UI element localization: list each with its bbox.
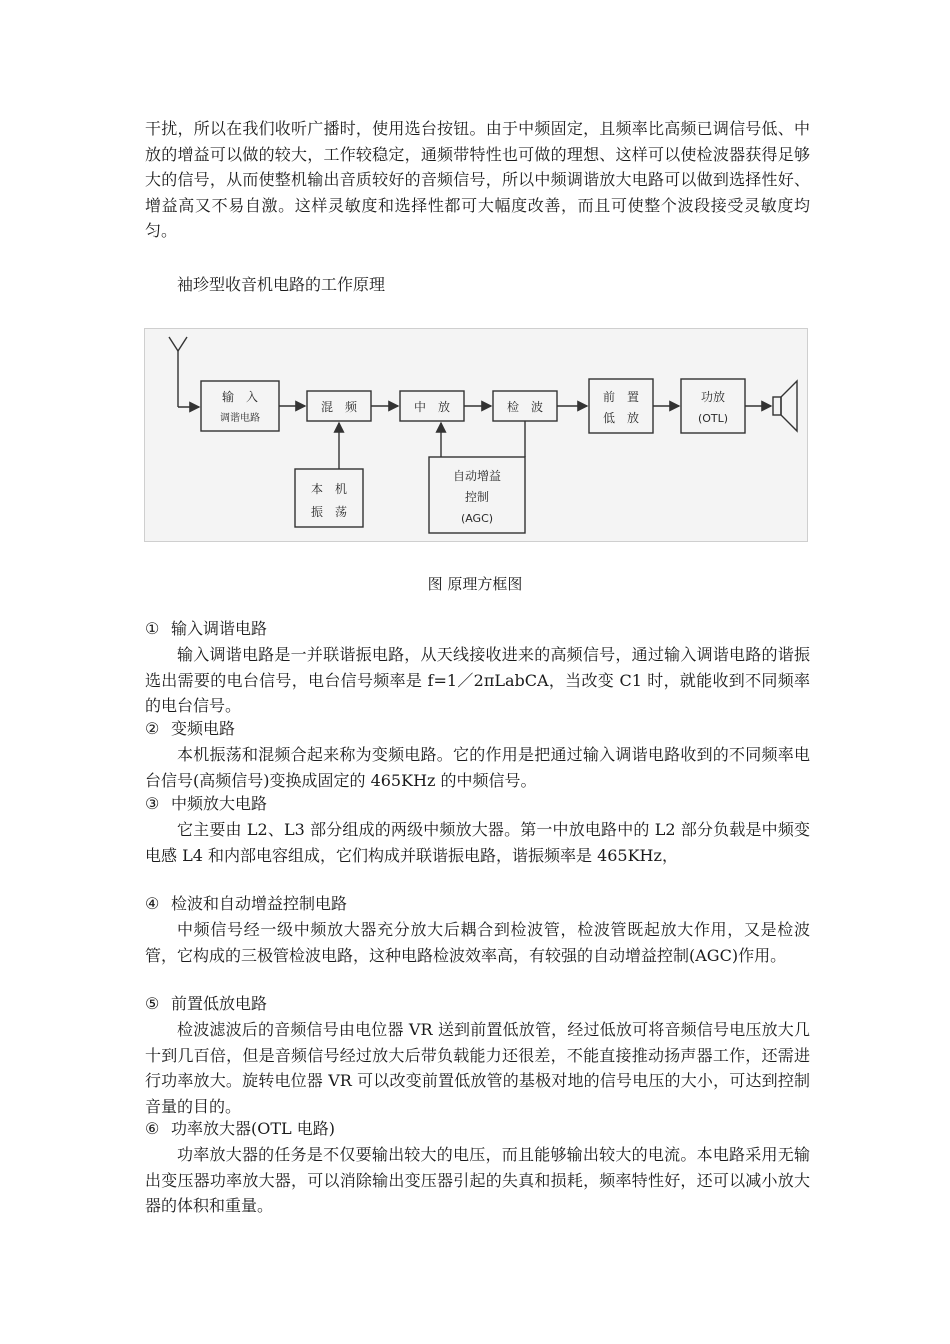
section-5-heading — [145, 993, 267, 1015]
section-3-body: 它主要由 L2、L3 部分组成的两级中频放大器。第一中放电路中的 L2 部分负载是中频变电感 L4 和内部电容组成，它们构成并联谐振电路，谐振频率是 465KHz， — [145, 820, 810, 865]
block-diagram — [145, 329, 809, 543]
detector-block-label: 检 波 — [506, 400, 544, 414]
section-5-body: 检波滤波后的音频信号由电位器 VR 送到前置低放管，经过低放可将音频信号电压放大几十到几百倍，但是音频信号经过放大后带负载能力还很差，不能直接推动扬声器工作，还需进行功率放大。旋转电位器 VR 可以改变前置低放管的基极对地的信号电压的大小，可达到控制音量的目的。 — [145, 1020, 810, 1116]
local-osc-label-2: 振 荡 — [310, 505, 348, 519]
section-3-number: ③ — [145, 794, 160, 813]
input-block-label-1: 输 入 — [221, 390, 259, 404]
section-2-body: 本机振荡和混频合起来称为变频电路。它的作用是把通过输入调谐电路收到的不同频率电台信号(高频信号)变换成固定的 465KHz 的中频信号。 — [145, 745, 810, 790]
speaker-icon — [773, 381, 797, 431]
if-amp-block-label: 中 放 — [413, 400, 451, 414]
local-osc-label-1: 本 机 — [310, 482, 348, 496]
section-1-title: 输入调谐电路 — [171, 619, 268, 638]
block-diagram-figure — [144, 328, 808, 542]
agc-label-2: 控制 — [464, 490, 490, 504]
section-1-body: 输入调谐电路是一并联谐振电路，从天线接收进来的高频信号，通过输入调谐电路的谐振选出需要的电台信号，电台信号频率是 f=1／2πLabCA，当改变 C1 时，就能收到不同频率的电台信号。 — [145, 645, 810, 715]
section-3-title: 中频放大电路 — [171, 794, 268, 813]
section-4-body: 中频信号经一级中频放大器充分放大后耦合到检波管，检波管既起放大作用，又是检波管，它构成的三极管检波电路，这种电路检波效率高，有较强的自动增益控制(AGC)作用。 — [145, 920, 810, 965]
antenna-icon — [169, 337, 199, 407]
power-amp-block-label-2: (OTL) — [697, 412, 729, 425]
section-5-title: 前置低放电路 — [171, 994, 268, 1013]
section-3-heading — [145, 793, 267, 815]
input-block-label-2: 调谐电路 — [220, 413, 260, 424]
section-4-heading — [145, 893, 347, 915]
section-6-title: 功率放大器(OTL 电路) — [171, 1119, 335, 1138]
section-6-number: ⑥ — [145, 1119, 160, 1138]
section-4-number: ④ — [145, 894, 160, 913]
preamp-block-label-1: 前 置 — [602, 390, 640, 404]
mixer-block-label: 混 频 — [320, 400, 358, 414]
figure-caption: 图 原理方框图 — [427, 575, 523, 593]
agc-label-1: 自动增益 — [452, 469, 502, 483]
section-subtitle: 袖珍型收音机电路的工作原理 — [177, 275, 386, 294]
section-4-title: 检波和自动增益控制电路 — [171, 894, 348, 913]
section-2-heading — [145, 718, 235, 740]
preamp-block-label-2: 低 放 — [602, 411, 640, 425]
section-1-heading — [145, 618, 267, 640]
section-1-number: ① — [145, 619, 160, 638]
section-2-number: ② — [145, 719, 160, 738]
section-6-body: 功率放大器的任务是不仅要输出较大的电压，而且能够输出较大的电流。本电路采用无输出变压器功率放大器，可以消除输出变压器引起的失真和损耗，频率特性好，还可以减小放大器的体积和重量。 — [145, 1145, 810, 1215]
intro-paragraph: 干扰，所以在我们收听广播时，使用选台按钮。由于中频固定，且频率比高频已调信号低、中放的增益可以做的较大，工作较稳定，通频带特性也可做的理想、这样可以使检波器获得足够大的信号，从而使整机输出音质较好的音频信号，所以中频调谐放大电路可以做到选择性好、增益高又不易自激。这样灵敏度和选择性都可大幅度改善，而且可使整个波段接受灵敏度均匀。 — [145, 119, 810, 240]
section-6-heading — [145, 1118, 335, 1140]
agc-label-3: (AGC) — [460, 512, 494, 525]
section-5-number: ⑤ — [145, 994, 160, 1013]
power-amp-block-label-1: 功放 — [700, 390, 726, 404]
section-2-title: 变频电路 — [171, 719, 236, 738]
